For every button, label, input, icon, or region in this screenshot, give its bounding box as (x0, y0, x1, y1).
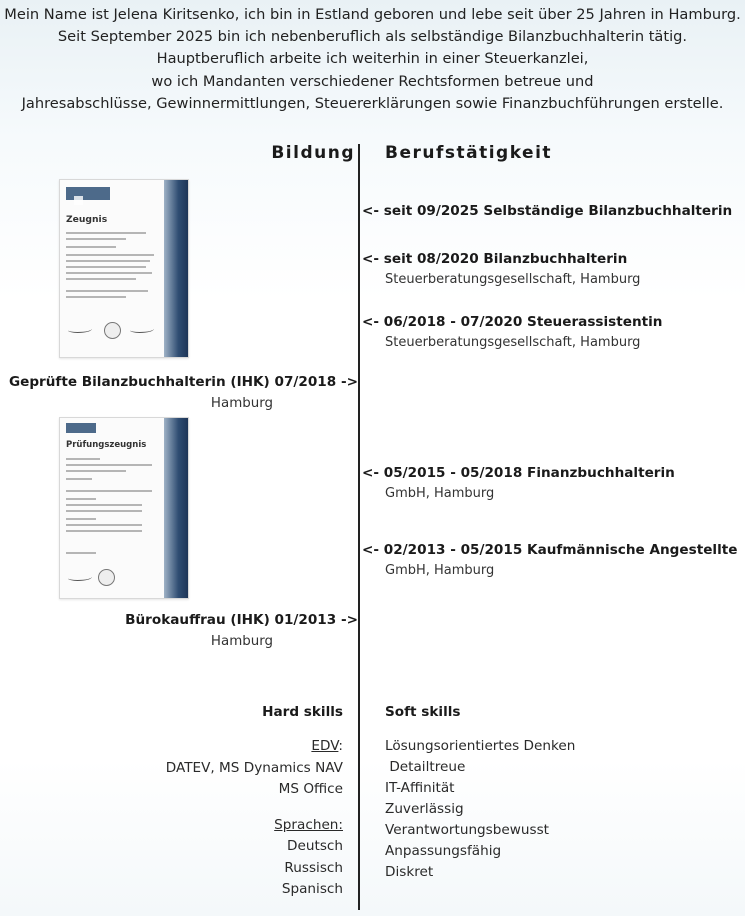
certificate-title-1: Zeugnis (66, 214, 108, 225)
career-company-2: Steuerberatungsgesellschaft, Hamburg (385, 272, 641, 287)
education-city-2: Hamburg (210, 634, 273, 649)
soft-skill-7: Diskret (385, 864, 434, 880)
career-title-4: <- 05/2015 - 05/2018 Finanzbuchhalterin (362, 465, 675, 481)
career-company-4: GmbH, Hamburg (385, 486, 495, 501)
career-entry-3 (362, 314, 662, 350)
soft-skill-3: IT-Affinität (385, 780, 455, 796)
career-entry-5 (362, 542, 737, 578)
edv-label-colon: : (338, 738, 343, 754)
seal-icon (104, 322, 121, 339)
certificate-image-1 (59, 179, 189, 358)
certificate-logo (66, 423, 96, 433)
intro-line-2: Seit September 2025 bin ich nebenberuflich als selbständige Bilanzbuchhalterin tätig. (57, 28, 688, 46)
career-title-1: <- seit 09/2025 Selbständige Bilanzbuchhalterin (362, 203, 733, 219)
career-company-3: Steuerberatungsgesellschaft, Hamburg (385, 335, 641, 350)
intro-text (0, 4, 745, 115)
career-title-2: <- seit 08/2020 Bilanzbuchhalterin (362, 251, 628, 267)
edv-label-text: EDV (311, 738, 339, 754)
language-item-1: Deutsch (287, 838, 343, 854)
edv-label (166, 736, 343, 758)
edv-item-2: MS Office (278, 781, 343, 797)
edv-item-1: DATEV, MS Dynamics NAV (165, 759, 343, 776)
soft-skills-list (385, 736, 575, 883)
languages-label: Sprachen: (274, 816, 343, 833)
soft-skill-4: Zuverlässig (385, 801, 464, 817)
education-heading: Bildung (271, 143, 355, 163)
language-item-2: Russisch (284, 859, 343, 876)
certificate-logo (66, 187, 110, 200)
hard-skills-list (166, 736, 343, 901)
certificate-image-2 (59, 417, 189, 599)
career-entry-4 (362, 465, 675, 501)
education-city-1: Hamburg (210, 396, 273, 411)
timeline-divider (358, 144, 360, 910)
intro-line-4: wo ich Mandanten verschiedener Rechtsformen betreue und (151, 72, 594, 90)
certificate-band (164, 418, 188, 598)
hard-skills-heading: Hard skills (262, 704, 343, 720)
career-title-5: <- 02/2013 - 05/2015 Kaufmännische Angestellte (362, 542, 738, 558)
intro-line-1: Mein Name ist Jelena Kiritsenko, ich bin in Estland geboren und lebe seit über 25 Jahren in Hamburg. (4, 6, 741, 23)
career-title-3: <- 06/2018 - 07/2020 Steuerassistentin (362, 314, 663, 330)
intro-line-3: Hauptberuflich arbeite ich weiterhin in einer Steuerkanzlei, (156, 50, 589, 68)
soft-skills-heading: Soft skills (385, 704, 461, 720)
soft-skill-1: Lösungsorientiertes Denken (385, 738, 576, 754)
soft-skill-6: Anpassungsfähig (385, 843, 502, 859)
career-entry-2 (362, 251, 640, 287)
language-item-3: Spanisch (281, 881, 343, 897)
education-entry-1: Geprüfte Bilanzbuchhalterin (IHK) 07/2018 -> (8, 374, 358, 390)
certificate-title-2: Prüfungszeugnis (66, 440, 147, 450)
education-entry-2: Bürokauffrau (IHK) 01/2013 -> (125, 612, 358, 628)
certificate-band (164, 180, 188, 357)
seal-icon (98, 569, 115, 586)
career-entry-1 (362, 203, 732, 219)
soft-skill-2: Detailtreue (385, 759, 466, 775)
soft-skill-5: Verantwortungsbewusst (385, 822, 549, 838)
career-heading: Berufstätigkeit (385, 143, 553, 163)
intro-line-5: Jahresabschlüsse, Gewinnermittlungen, Steuererklärungen sowie Finanzbuchführungen erstelle. (21, 94, 724, 112)
career-company-5: GmbH, Hamburg (385, 563, 495, 578)
